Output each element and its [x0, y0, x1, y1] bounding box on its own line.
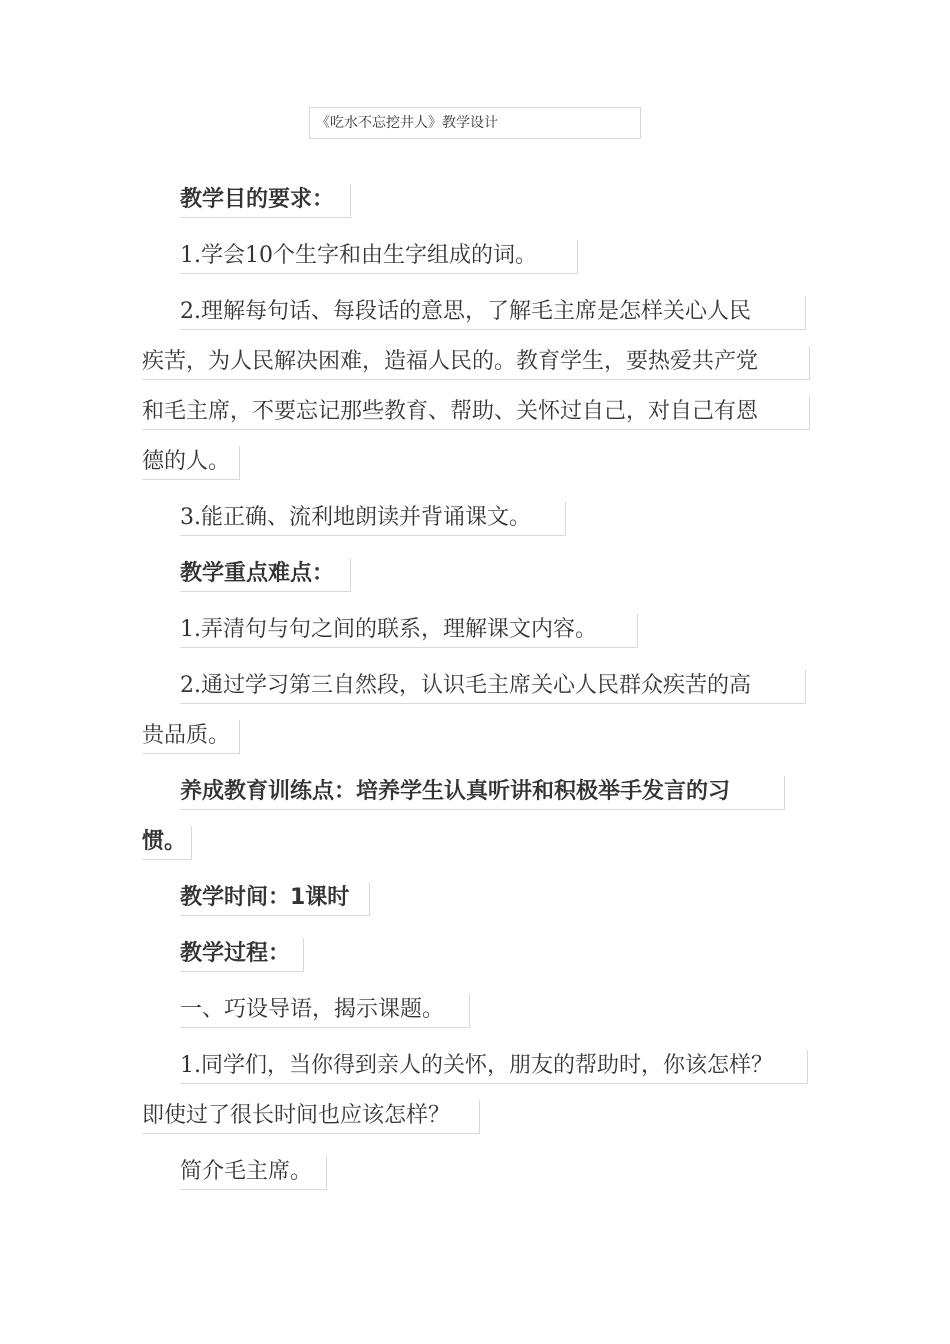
text-line: 1.同学们，当你得到亲人的关怀，朋友的帮助时，你该怎样？	[180, 1050, 808, 1084]
section-heading-time: 教学时间：1课时	[180, 882, 370, 916]
section-heading-objectives: 教学目的要求：	[180, 184, 351, 218]
text-line: 惯。	[142, 826, 192, 860]
text-line: 德的人。	[142, 446, 240, 480]
text-line: 一、巧设导语，揭示课题。	[180, 994, 470, 1028]
text-line: 2.理解每句话、每段话的意思，了解毛主席是怎样关心人民	[180, 296, 806, 330]
section-heading-key-points: 教学重点难点：	[180, 558, 351, 592]
section-heading-process: 教学过程：	[180, 938, 304, 972]
text-line: 疾苦，为人民解决困难，造福人民的。教育学生，要热爱共产党	[142, 346, 810, 380]
text-line: 1.学会10个生字和由生字组成的词。	[180, 240, 578, 274]
text-line: 2.通过学习第三自然段，认识毛主席关心人民群众疾苦的高	[180, 670, 806, 704]
text-line: 和毛主席，不要忘记那些教育、帮助、关怀过自己，对自己有恩	[142, 396, 810, 430]
document-title: 《吃水不忘挖井人》教学设计	[309, 107, 641, 139]
section-heading-training-point: 养成教育训练点：培养学生认真听讲和积极举手发言的习	[180, 776, 785, 810]
text-line: 3.能正确、流利地朗读并背诵课文。	[180, 502, 566, 536]
text-line: 即使过了很长时间也应该怎样？	[142, 1100, 480, 1134]
text-line: 简介毛主席。	[180, 1156, 327, 1190]
text-line: 1.弄清句与句之间的联系，理解课文内容。	[180, 614, 638, 648]
text-line: 贵品质。	[142, 720, 240, 754]
